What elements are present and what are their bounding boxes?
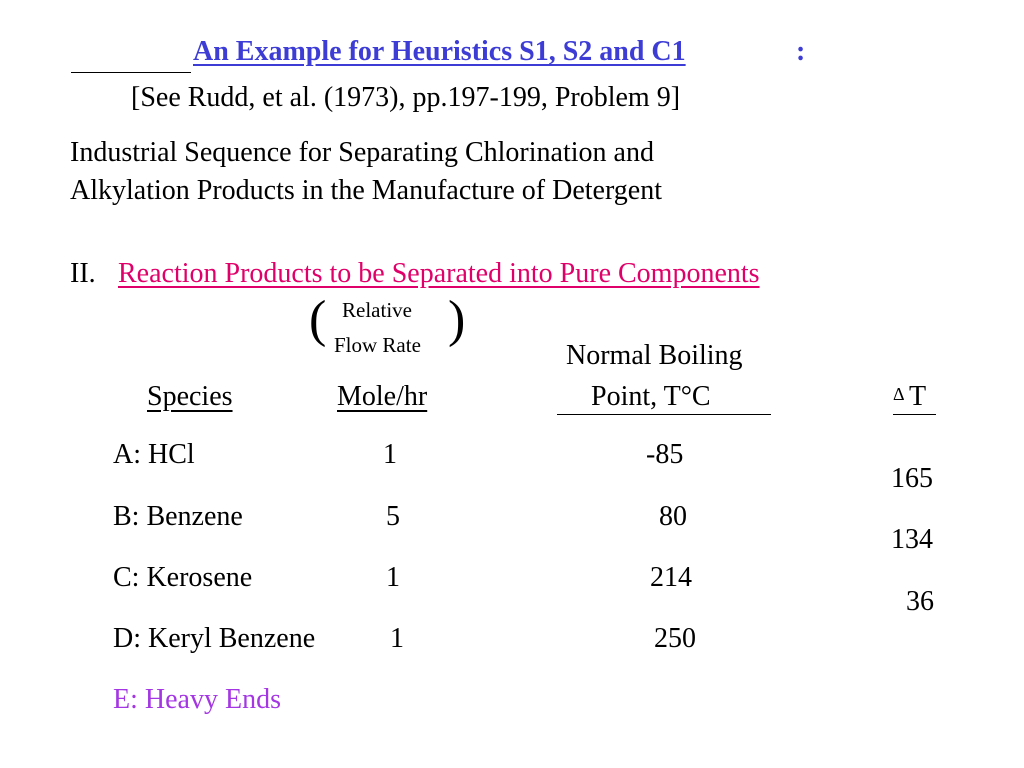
annotation-relative: Relative: [342, 298, 412, 322]
description-line-1: Industrial Sequence for Separating Chlorination and: [70, 137, 654, 168]
row-species: D: Keryl Benzene: [113, 623, 316, 654]
section-number: II.: [70, 258, 96, 289]
row-mole: 1: [386, 562, 400, 593]
section-title: Reaction Products to be Separated into Pure Components: [118, 258, 760, 289]
citation: [See Rudd, et al. (1973), pp.197-199, Problem 9]: [131, 82, 681, 113]
row-species: A: HCl: [113, 439, 195, 470]
slide-title-colon: :: [796, 36, 806, 67]
row-species: B: Benzene: [113, 501, 243, 532]
row-boiling-point: 80: [659, 501, 687, 532]
row-mole: 1: [383, 439, 397, 470]
header-mole-per-hr: Mole/hr: [337, 381, 428, 412]
row-species-heavy-ends: E: Heavy Ends: [113, 684, 281, 715]
annotation-flow-rate: Flow Rate: [334, 333, 421, 357]
delta-icon: Δ: [893, 384, 905, 404]
row-boiling-point: -85: [646, 439, 684, 470]
header-delta-t: T: [909, 381, 927, 412]
row-species: C: Kerosene: [113, 562, 253, 593]
header-normal-boiling: Normal Boiling: [566, 340, 743, 371]
header-boiling-point: Point, T°C: [591, 381, 711, 412]
annotation-paren-open: (: [309, 291, 327, 348]
row-mole: 1: [390, 623, 404, 654]
header-boiling-point-underline: [557, 414, 771, 415]
header-species: Species: [147, 381, 233, 412]
description-line-2: Alkylation Products in the Manufacture of Detergent: [70, 175, 662, 206]
row-mole: 5: [386, 501, 400, 532]
header-delta-t-underline: [893, 414, 936, 415]
title-leader-line: [71, 72, 191, 73]
slide-title: An Example for Heuristics S1, S2 and C1: [193, 36, 686, 67]
delta-t-value: 165: [891, 463, 933, 494]
row-boiling-point: 250: [654, 623, 696, 654]
row-boiling-point: 214: [650, 562, 692, 593]
annotation-paren-close: ): [448, 291, 466, 348]
delta-t-value: 36: [906, 586, 934, 617]
delta-t-value: 134: [891, 524, 933, 555]
